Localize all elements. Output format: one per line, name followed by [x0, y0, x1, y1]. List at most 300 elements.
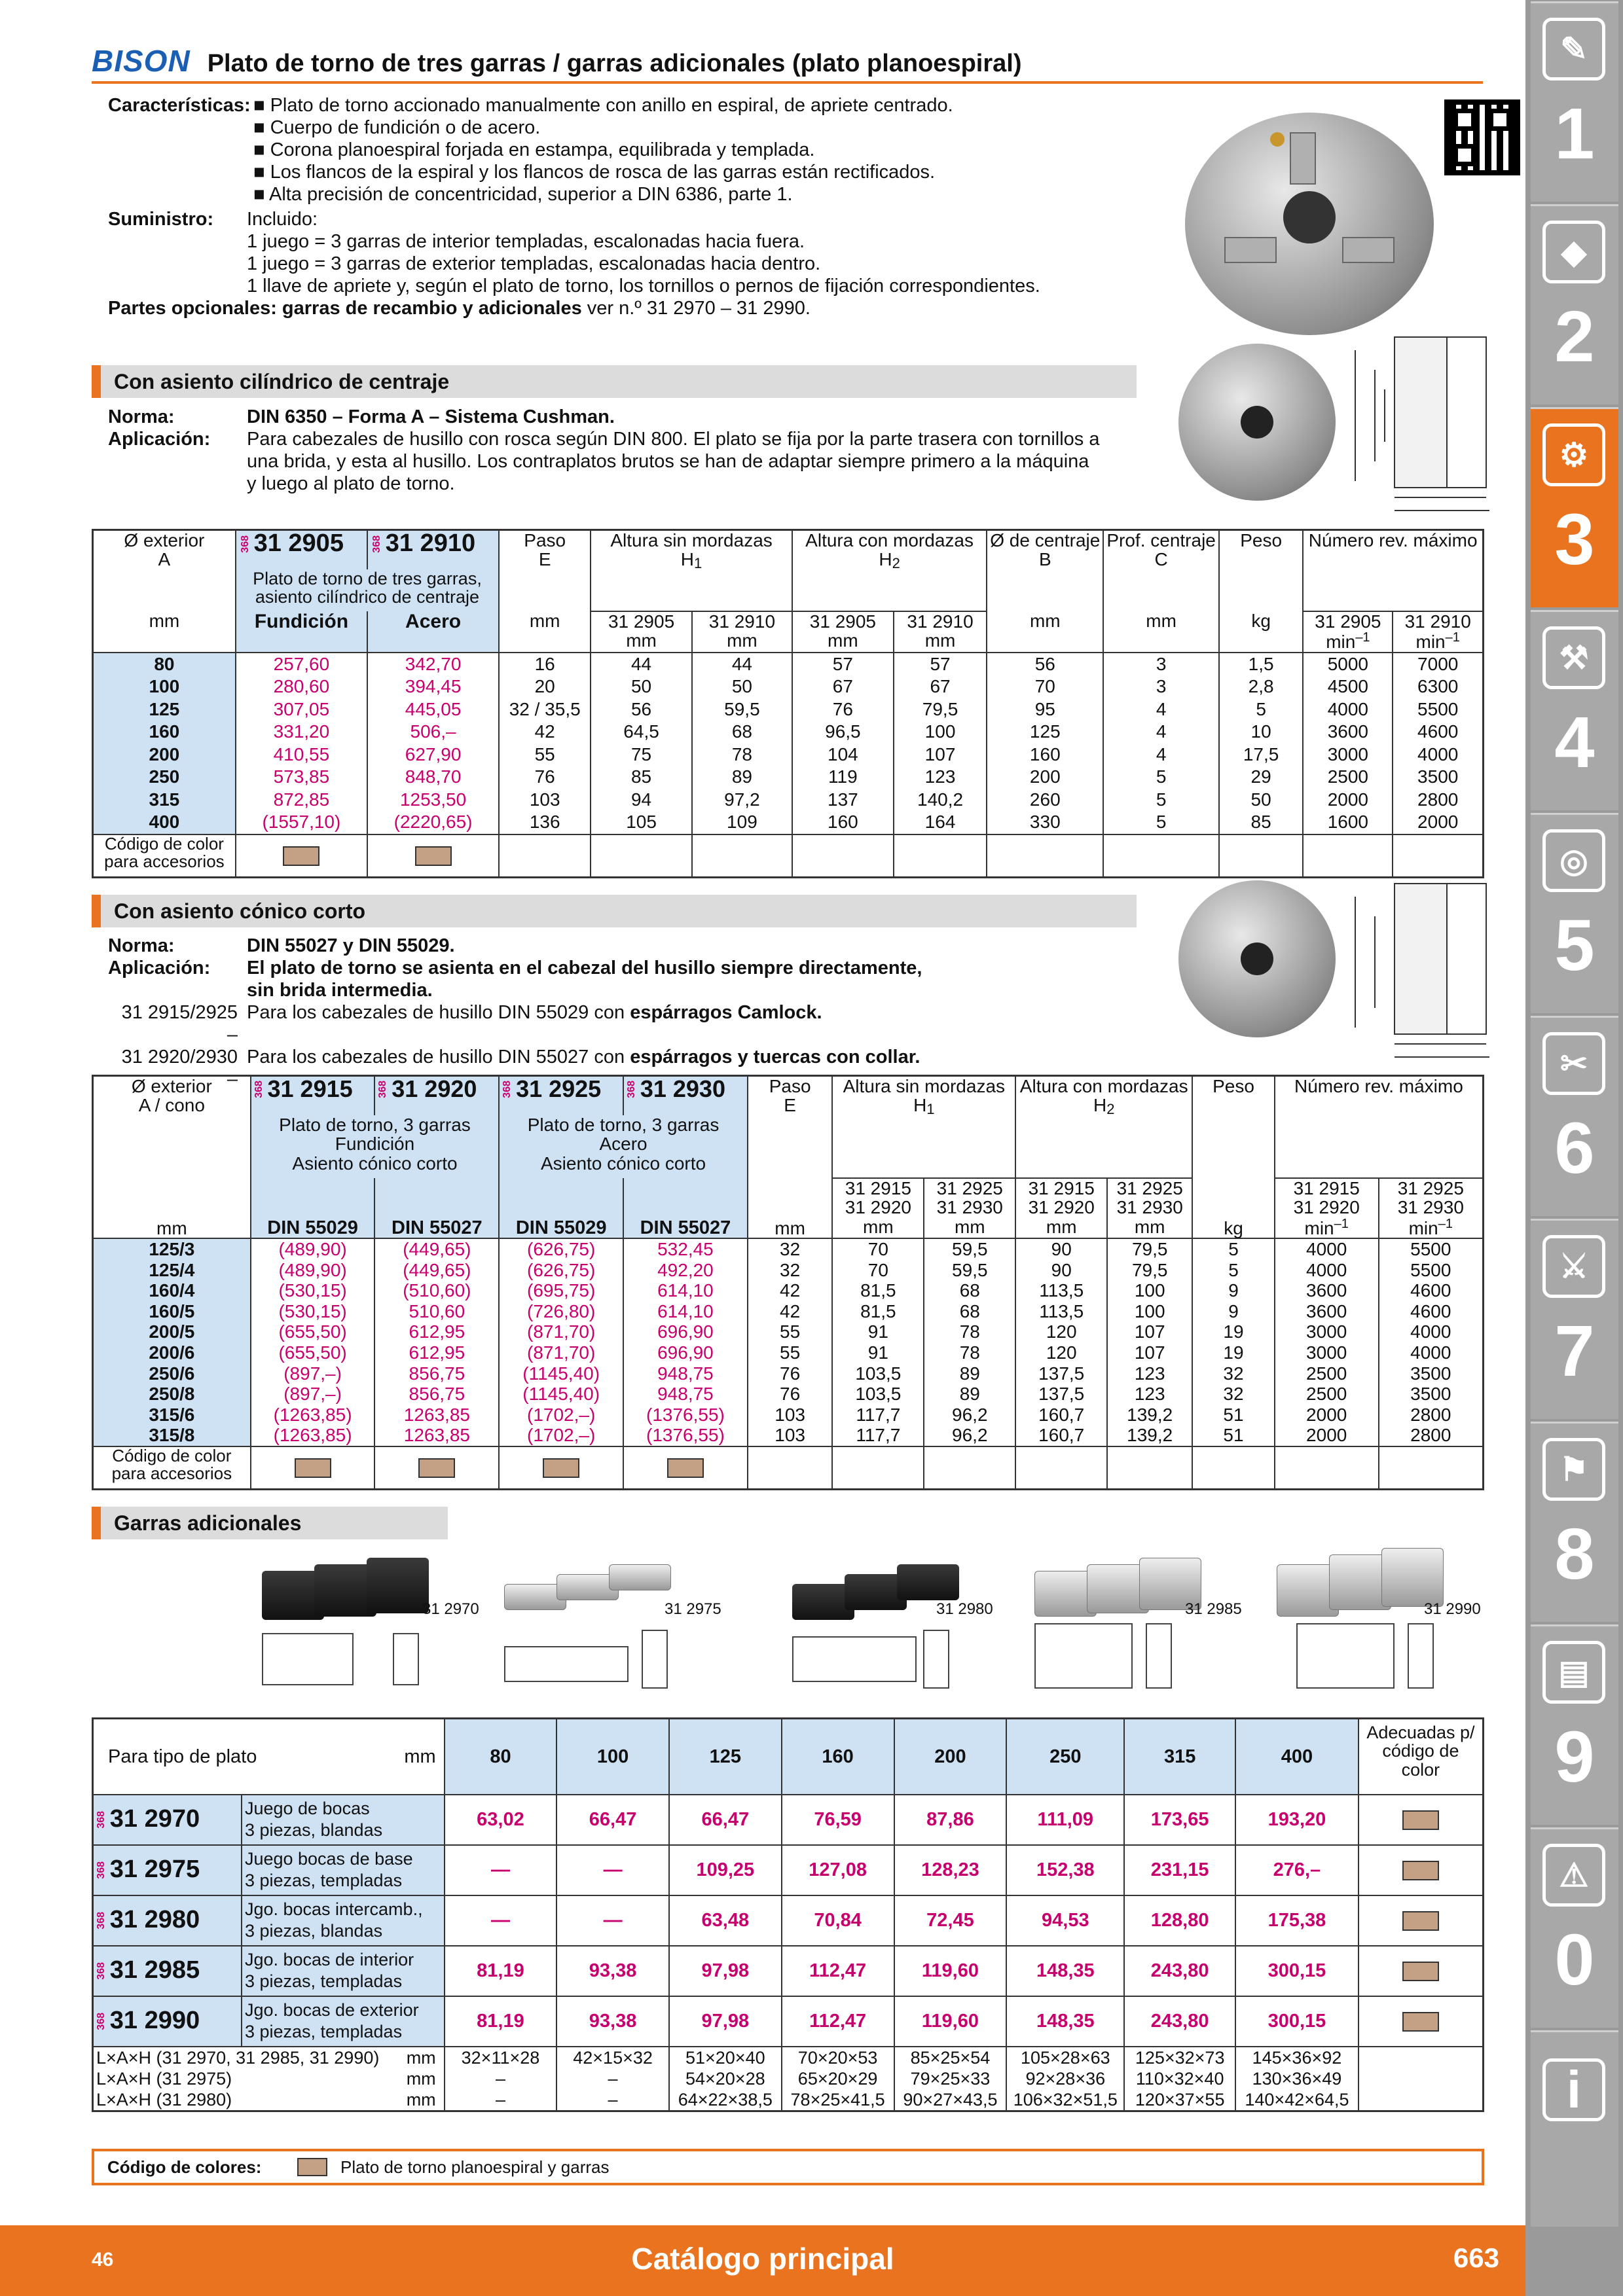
dims-row [93, 2089, 1484, 2111]
value-cell: 103 [499, 789, 591, 812]
price-cell: 97,98 [669, 1946, 782, 1996]
value-cell: 5500 [1379, 1238, 1484, 1260]
chapter-tab-5[interactable] [1531, 813, 1618, 1013]
price-cell: 243,80 [1124, 1946, 1235, 1996]
dims-row [93, 2068, 1484, 2089]
caracteristicas-label: Características: [108, 95, 251, 116]
value-cell: 94 [591, 789, 692, 812]
price-cell: 72,45 [894, 1895, 1007, 1946]
price-cell: 614,10 [623, 1301, 748, 1322]
value-cell: 59,5 [692, 698, 792, 721]
table-row [93, 1301, 1484, 1322]
col-header: Altura sin mordazas H1 [832, 1076, 1015, 1178]
value-cell: 137,5 [1015, 1384, 1107, 1405]
value-cell: 137 [792, 789, 894, 812]
price-cell: 696,90 [623, 1321, 748, 1342]
value-cell: 117,7 [832, 1425, 924, 1446]
table-row [93, 1895, 1484, 1946]
value-cell: 107 [894, 744, 987, 766]
caracteristicas-list [253, 94, 953, 206]
list-item: Incluido: [247, 209, 318, 230]
price-cell: 948,75 [623, 1384, 748, 1405]
price-cell: (530,15) [251, 1301, 375, 1322]
value-cell: 4600 [1393, 721, 1483, 744]
price-cell: 300,15 [1235, 1946, 1359, 1996]
value-cell: 107 [1107, 1342, 1192, 1363]
value-cell: 90 [1015, 1238, 1107, 1260]
code-header: 368 31 2905 [236, 530, 367, 569]
chuck-section-drawing [1349, 331, 1499, 517]
price-cell: 331,20 [236, 721, 367, 744]
col-header: Número rev. máximo [1303, 530, 1483, 611]
value-cell: 100 [1107, 1301, 1192, 1322]
value-cell: 3600 [1275, 1301, 1379, 1322]
chapter-number: 8 [1554, 1514, 1595, 1594]
code-cell: 368 31 2975 [93, 1845, 242, 1895]
color-swatch [1402, 1962, 1439, 1981]
list-item: 1 juego = 3 garras de exterior templadas, escalonadas hacia dentro. [247, 253, 821, 274]
table-row [93, 1342, 1484, 1363]
chapter-number: 1 [1554, 94, 1595, 174]
price-cell: 173,65 [1124, 1795, 1235, 1845]
price-cell: 175,38 [1235, 1895, 1359, 1946]
size-cell: 80 [93, 653, 236, 676]
price-cell: 81,19 [445, 1946, 557, 1996]
table-row [93, 1363, 1484, 1384]
size-cell: 125/4 [93, 1260, 251, 1281]
value-cell: 160 [792, 811, 894, 834]
list-item: ■ Los flancos de la espiral y los flancos de rosca de las garras están rectificados. [253, 162, 936, 183]
value-cell: 2500 [1275, 1363, 1379, 1384]
value-cell: 5000 [1303, 653, 1393, 676]
dims-cell: 105×28×63 [1006, 2047, 1124, 2068]
chapter-icon: ⚠ [1542, 1844, 1605, 1907]
chapter-tab-3[interactable] [1531, 407, 1618, 607]
table-body [93, 1795, 1484, 2047]
value-cell: 4600 [1379, 1280, 1484, 1301]
value-cell: 56 [987, 653, 1103, 676]
value-cell: 105 [591, 811, 692, 834]
info-icon: i [1542, 2058, 1605, 2121]
list-item: ■ Cuerpo de fundición o de acero. [253, 117, 541, 138]
table-body [93, 1238, 1484, 1446]
value-cell: 2000 [1275, 1405, 1379, 1426]
value-cell: 164 [894, 811, 987, 834]
chapter-tab-2[interactable] [1531, 204, 1618, 404]
value-cell: 91 [832, 1342, 924, 1363]
price-cell: 872,85 [236, 789, 367, 812]
value-cell: 3000 [1275, 1342, 1379, 1363]
value-cell: 90 [1015, 1260, 1107, 1281]
value-cell: 97,2 [692, 789, 792, 812]
chuck-front-image [1178, 344, 1336, 501]
value-cell: 119 [792, 766, 894, 789]
color-code-label: Código de color para accesorios [93, 834, 236, 878]
price-cell: (1145,40) [499, 1384, 623, 1405]
desc-cell: Juego bocas de base 3 piezas, templadas [242, 1845, 445, 1895]
dims-cell: 65×20×29 [782, 2068, 894, 2089]
value-cell: 3 [1103, 675, 1219, 698]
image-label: 31 2985 [1185, 1600, 1242, 1618]
price-cell: 94,53 [1006, 1895, 1124, 1946]
table-row [93, 766, 1484, 789]
desc-cell: Jgo. bocas de exterior 3 piezas, templadas [242, 1996, 445, 2047]
qr-code [1444, 99, 1520, 175]
value-cell: 1600 [1303, 811, 1393, 834]
price-cell: 119,60 [894, 1946, 1007, 1996]
price-cell: 127,08 [782, 1845, 894, 1895]
page-number-left: 46 [92, 2249, 114, 2270]
price-cell: 111,09 [1006, 1795, 1124, 1845]
dims-cell: 51×20×40 [669, 2047, 782, 2068]
value-cell: 5 [1219, 698, 1303, 721]
dims-body [93, 2047, 1484, 2111]
price-cell: 948,75 [623, 1363, 748, 1384]
value-cell: 103 [748, 1425, 833, 1446]
value-cell: 5500 [1379, 1260, 1484, 1281]
section-header-conico: Con asiento cónico corto [92, 895, 1137, 927]
legend-label: Código de colores: [107, 2157, 262, 2177]
dims-cell: 90×27×43,5 [894, 2089, 1007, 2111]
color-swatch [543, 1458, 579, 1478]
page-header [92, 39, 1483, 84]
dims-cell: 42×15×32 [556, 2047, 669, 2068]
value-cell: 113,5 [1015, 1280, 1107, 1301]
price-cell: (1376,55) [623, 1405, 748, 1426]
color-swatch [1402, 1861, 1439, 1880]
price-cell: (695,75) [499, 1280, 623, 1301]
size-cell: 125/3 [93, 1238, 251, 1260]
jaws-images [255, 1545, 1486, 1721]
value-cell: 160,7 [1015, 1405, 1107, 1426]
size-cell: 315/8 [93, 1425, 251, 1446]
chapter-icon: ✂ [1542, 1032, 1605, 1095]
fundicion-header: Fundición [236, 611, 367, 653]
dims-cell: 120×37×55 [1124, 2089, 1235, 2111]
desc-header: Plato de torno de tres garras, asiento cilíndrico de centraje [236, 569, 499, 611]
value-cell: 19 [1192, 1342, 1275, 1363]
chapter-icon: ◆ [1542, 221, 1605, 283]
chapter-tab-6[interactable] [1531, 1016, 1618, 1216]
price-cell: 148,35 [1006, 1946, 1124, 1996]
price-cell: 506,– [367, 721, 499, 744]
chapter-icon: ⚙ [1542, 423, 1605, 486]
value-cell: 95 [987, 698, 1103, 721]
value-cell: 6300 [1393, 675, 1483, 698]
price-cell: 66,47 [556, 1795, 669, 1845]
table-row [93, 1425, 1484, 1446]
value-cell: 117,7 [832, 1405, 924, 1426]
value-cell: 70 [987, 675, 1103, 698]
table-row [93, 1321, 1484, 1342]
code-header: 31 2930 [640, 1075, 725, 1102]
value-cell: 32 [1192, 1363, 1275, 1384]
value-cell: 2000 [1275, 1425, 1379, 1446]
table-row [93, 1280, 1484, 1301]
size-header: 315 [1124, 1719, 1235, 1795]
value-cell: 4500 [1303, 675, 1393, 698]
price-cell: 573,85 [236, 766, 367, 789]
value-cell: 4000 [1275, 1238, 1379, 1260]
value-cell: 81,5 [832, 1280, 924, 1301]
dims-row [93, 2047, 1484, 2068]
price-cell: — [445, 1845, 557, 1895]
dims-cell: – [445, 2089, 557, 2111]
chapter-number: 0 [1554, 1920, 1595, 2000]
table-garras [92, 1717, 1484, 2112]
price-cell: 152,38 [1006, 1845, 1124, 1895]
value-cell: 4000 [1275, 1260, 1379, 1281]
value-cell: 7000 [1393, 653, 1483, 676]
value-cell: 32 [1192, 1384, 1275, 1405]
code-cell: 368 31 2985 [93, 1946, 242, 1996]
value-cell: 68 [924, 1301, 1015, 1322]
chapter-tab-4[interactable] [1531, 610, 1618, 810]
value-cell: 17,5 [1219, 744, 1303, 766]
price-cell: (1263,85) [251, 1405, 375, 1426]
value-cell: 89 [692, 766, 792, 789]
value-cell: 3000 [1303, 744, 1393, 766]
table-row [93, 653, 1484, 676]
price-cell: 63,02 [445, 1795, 557, 1845]
price-cell: (1702,–) [499, 1405, 623, 1426]
price-cell: 445,05 [367, 698, 499, 721]
size-cell: 100 [93, 675, 236, 698]
value-cell: 10 [1219, 721, 1303, 744]
value-cell: 55 [748, 1321, 833, 1342]
price-cell: (871,70) [499, 1321, 623, 1342]
desc-cell: Jgo. bocas de interior 3 piezas, templadas [242, 1946, 445, 1996]
table-row [93, 1384, 1484, 1405]
dims-cell: 85×25×54 [894, 2047, 1007, 2068]
chapter-tab-9[interactable] [1531, 1624, 1618, 1825]
norma-text: DIN 6350 – Forma A – Sistema Cushman. [247, 406, 615, 427]
value-cell: 64,5 [591, 721, 692, 744]
size-cell: 200 [93, 744, 236, 766]
value-cell: 103,5 [832, 1363, 924, 1384]
value-cell: 100 [1107, 1280, 1192, 1301]
value-cell: 103,5 [832, 1384, 924, 1405]
value-cell: 85 [591, 766, 692, 789]
desc-header: Plato de torno, 3 garras Fundición Asiento cónico corto [251, 1115, 500, 1178]
aplicacion-label: Aplicación: [108, 958, 211, 978]
price-cell: 148,35 [1006, 1996, 1124, 2047]
price-cell: — [556, 1895, 669, 1946]
price-cell: 70,84 [782, 1895, 894, 1946]
table-row [93, 744, 1484, 766]
dims-cell: 140×42×64,5 [1235, 2089, 1359, 2111]
chapter-number: 5 [1554, 905, 1595, 986]
color-swatch [283, 846, 319, 866]
opcionales-label: Partes opcionales: garras de recambio y adicionales [108, 298, 582, 319]
price-cell: (897,–) [251, 1384, 375, 1405]
price-cell: 63,48 [669, 1895, 782, 1946]
price-cell: 119,60 [894, 1996, 1007, 2047]
value-cell: 76 [499, 766, 591, 789]
dims-cell: 32×11×28 [445, 2047, 557, 2068]
value-cell: 96,5 [792, 721, 894, 744]
price-cell: (530,15) [251, 1280, 375, 1301]
value-cell: 50 [591, 675, 692, 698]
image-label: 31 2970 [422, 1600, 479, 1618]
price-cell: 93,38 [556, 1946, 669, 1996]
dims-cell: 70×20×53 [782, 2047, 894, 2068]
code-cell: 368 31 2970 [93, 1795, 242, 1845]
dims-cell: – [445, 2068, 557, 2089]
value-cell: 76 [748, 1384, 833, 1405]
aplicacion-label: Aplicación: [108, 429, 211, 450]
price-cell: (449,65) [374, 1238, 499, 1260]
price-cell: 510,60 [374, 1301, 499, 1322]
price-cell: 93,38 [556, 1996, 669, 2047]
price-cell: (1376,55) [623, 1425, 748, 1446]
value-cell: 2800 [1393, 789, 1483, 812]
col-header: Prof. centraje C [1103, 530, 1219, 611]
value-cell: 139,2 [1107, 1405, 1192, 1426]
value-cell: 100 [894, 721, 987, 744]
value-cell: 76 [748, 1363, 833, 1384]
value-cell: 4000 [1379, 1342, 1484, 1363]
price-cell: 280,60 [236, 675, 367, 698]
chapter-icon: ⚑ [1542, 1438, 1605, 1501]
value-cell: 2000 [1393, 811, 1483, 834]
value-cell: 120 [1015, 1342, 1107, 1363]
price-cell: 112,47 [782, 1996, 894, 2047]
table-row [93, 1795, 1484, 1845]
value-cell: 32 [748, 1260, 833, 1281]
value-cell: 79,5 [894, 698, 987, 721]
footer [0, 2225, 1525, 2296]
price-cell: 614,10 [623, 1280, 748, 1301]
value-cell: 42 [748, 1280, 833, 1301]
price-cell: (1145,40) [499, 1363, 623, 1384]
footer-title: Catálogo principal [631, 2242, 894, 2276]
size-header: 200 [894, 1719, 1007, 1795]
color-swatch [667, 1458, 704, 1478]
value-cell: 89 [924, 1384, 1015, 1405]
price-cell: (871,70) [499, 1342, 623, 1363]
value-cell: 59,5 [924, 1238, 1015, 1260]
col-header: Altura con mordazas H2 [1015, 1076, 1192, 1178]
chapter-icon: ✎ [1542, 18, 1605, 81]
code-ref: 31 2920/2930 – [121, 1047, 238, 1090]
value-cell: 78 [924, 1342, 1015, 1363]
price-cell: 1253,50 [367, 789, 499, 812]
value-cell: 5 [1103, 766, 1219, 789]
price-cell: (449,65) [374, 1260, 499, 1281]
table-row [93, 675, 1484, 698]
list-item: 1 llave de apriete y, según el plato de torno, los tornillos o pernos de fijación correspondientes. [247, 276, 1040, 296]
page-title: Plato de torno de tres garras / garras adicionales (plato planoespiral) [207, 50, 1022, 77]
value-cell: 200 [987, 766, 1103, 789]
price-cell: 109,25 [669, 1845, 782, 1895]
chapter-icon: ⚔ [1542, 1235, 1605, 1298]
color-swatch [1402, 2012, 1439, 2032]
value-cell: 70 [832, 1238, 924, 1260]
dims-label: L×A×H (31 2975) mm [93, 2068, 445, 2089]
price-cell: 66,47 [669, 1795, 782, 1845]
code-ref: 31 2915/2925 – [121, 1002, 238, 1045]
price-cell: 394,45 [367, 675, 499, 698]
value-cell: 3500 [1379, 1384, 1484, 1405]
value-cell: 3000 [1275, 1321, 1379, 1342]
aplicacion-text: El plato de torno se asienta en el cabezal del husillo siempre directamente, sin brida intermedia. [247, 958, 922, 1001]
value-cell: 123 [1107, 1363, 1192, 1384]
color-swatch [415, 846, 452, 866]
value-cell: 113,5 [1015, 1301, 1107, 1322]
chapter-tab-8[interactable] [1531, 1422, 1618, 1622]
tipo-header: Para tipo de plato mm [93, 1719, 445, 1795]
col-header: Ø de centraje B [987, 530, 1103, 611]
chuck-front-image [1178, 880, 1336, 1037]
chapter-tab-0[interactable] [1531, 1827, 1618, 2028]
chapter-number: 9 [1554, 1717, 1595, 1797]
catalog-page: BISON Plato de torno de tres garras / garras adicionales (plato planoespiral) Características: ■ Plato de torno accionado manualmente con anillo en espiral, de apriete centrado. ■ Cuerpo de fundición o de acero. ■ Corona planoespiral forjada en estampa, equilibrada y templada. ■ Los flancos de la espiral y los flancos de rosca de las garras están rectificados. ■ Alta precisión de concentricidad, superior a DIN 6386, parte 1. Suministro: Incluido: 1 juego = 3 garras de interior templadas, escalonadas hacia fuera. 1 juego = 3 garras de exterior templadas, escalonadas hacia dentro. 1 llave de apriete y, según el plato de torno, los tornillos o pernos de fijación correspondientes. Partes opcionales: garras de recambio y adicionales ver n.º 31 2970 – 31 2990. Con asiento cilíndrico de centraje Norma: DIN 6350 – Forma A – Sistema Cushman. Aplicación: Para cabezales de husillo con rosca según DIN 800. El plato se fija por la parte trasera con tornillos a una brida, y esta al husillo. Los contraplatos brutos se han de adaptar siempre primero a la máquina y luego al plato de torno. Ø exterior A 368 31 2905 368 31 2910 Paso E Altura sin mordazas H1 Altura con mordazas H2 Ø de centraje B Prof. centraje C Peso Número rev. máximo Plato de torno de tres garras, asiento cilíndrico de centraje mm Fundición Acero mm 31 2905 mm 31 2910 mm 31 2905 mm 31 2910 mm mm mm kg 31 2905 $\min^{-1}$ 31 2910 $\min^{-1}$ 80 257,60 342,70 16 44 44 57 57 56 3 1,5 5000 7000 100 280,60 394,45 20 50 50 67 67 70 3 2,8 4500 6300 125 307,05 445,05 32 / 35,5 56 59,5 76 79,5 95 4 5 4000 5500 160 331,20 506,– 42 64,5 68 96,5 100 125 4 10 3600 4600 200 410,55 627,90 55 75 78 104 107 160 4 17,5 3000 4000 250 573,85 848,70 76 85 89 119 123 200 5 29 2500 3500 315 872,85 1253,50 103 94 97,2 137 140,2 260 5 50 2000 2800 400 (1557,10) (2220,65) 136 105 109 160 164 330 5 85 1600 2000 Código de color para accesorios Con asiento cónico corto Norma: DIN 55027 y DIN 55029. Aplicación: El plato de torno se asienta en el cabezal del husillo siempre directamente, sin brida intermedia. 31 2915/2925 – Para los cabezales de husillo DIN 55029 con espárragos Camlock. 31 2920/2930 – Para los cabezales de husillo DIN 55027 con espárragos y tuercas con collar. Ø exterior A / cono 368 31 2915 368 31 2920 368 31 2925 368 31 2930 Paso E Altura sin mordazas H1 Altura con mordazas H2 Peso Número rev. máximo Plato de torno, 3 garras Fundición Asiento cónico corto Plato de torno, 3 garras Acero Asiento cónico corto mm DIN 55029 DIN 55027 DIN 55029 DIN 55027 mm 31 2915 31 2920 mm 31 2925 31 2930 mm 31 2915 31 2920 mm 31 2925 31 2930 mm kg 31 2915 31 2920 $\min^{-1}$ 31 2925 31 2930 $\min^{-1}$ 125/3 (489,90) (449,65) (626,75) 532,45 32 70 59,5 90 79,5 5 4000 5500 125/4 (489,90) (449,65) (626,75) 492,20 32 70 59,5 90 79,5 5 4000 5500 160/4 (530,15) (510,60) (695,75) 614,10 42 81,5 68 113,5 100 9 3600 4600 160/5 (530,15) 510,60 (726,80) 614,10 42 81,5 68 113,5 100 9 3600 4600 200/5 (655,50) 612,95 (871,70) 696,90 55 91 78 120 107 19 3000 4000 200/6 (655,50) 612,95 (871,70) 696,90 55 91 78 120 107 19 3000 4000 250/6 (897,–) 856,75 (1145,40) 948,75 76 103,5 89 137,5 123 32 2500 3500 250/8 (897,–) 856,75 (1145,40) 948,75 76 103,5 89 137,5 123 32 2500 3500 315/6 (1263,85) 1263,85 (1702,–) (1376,55) 103 117,7 96,2 160,7 139,2 51 2000 2800 315/8 (1263,85) 1263,85 (1702,–) (1376,55) 103 117,7 96,2 160,7 139,2 51 2000 2800 Código de color para accesorios Garras adicionales 31 2970 31 2975 31 2980 31 2985 31 2990 Para tipo de plato mm 80 100 125 160 200 250 315 400 Adecuadas p/ código de color 368 31 2970 Juego de bocas 3 piezas, blandas 63,02 66,47 66,47 76,59 87,86 111,09 173,65 193,20 368 31 2975 Juego bocas de base 3 piezas, templadas — — 109,25 127,08 128,23 152,38 231,15 276,– 368 31 2980 Jgo. bocas intercamb., 3 piezas, blandas — — 63,48 70,84 72,45 94,53 128,80 175,38 368 31 2985 Jgo. bocas de interior 3 piezas, templadas 81,19 93,38 97,98 112,47 119,60 148,35 243,80 300,15 368 31 2990 Jgo. bocas de exterior 3 piezas, templadas 81,19 93,38 97,98 112,47 119,60 148,35 243,80 300,15 L×A×H (31 2970, 31 2985, 31 2990) mm 32×11×28 42×15×32 51×20×40 70×20×53 85×25×54 105×28×63 125×32×73 145×36×92 L×A×H (31 2975) mm – – 54×20×28 65×20×29 79×25×33 92×28×36 110×32×40 130×36×49 L×A×H (31 2980) mm – – 64×22×38,5 78×25×41,5 90×27×43,5 106×32×51,5 120×37×55 140×42×64,5 Código de colores: Plato de torno planoespiral y garras 46 Catálogo principal 663 ✎ 1 ◆ 2 ⚙ 3 ⚒ 4 ◎ 5 ✂ 6 ⚔ 7 ⚑ 8 ▤ 9 ⚠ 0 i [0, 0, 1623, 2296]
desc-header: Plato de torno, 3 garras Acero Asiento cónico corto [499, 1115, 748, 1178]
chapter-tab-i[interactable] [1531, 2030, 1618, 2227]
col-header: Altura sin mordazas H1 [591, 530, 792, 611]
dims-cell: 130×36×49 [1235, 2068, 1359, 2089]
price-cell: 193,20 [1235, 1795, 1359, 1845]
price-cell: 128,23 [894, 1845, 1007, 1895]
dims-cell: – [556, 2068, 669, 2089]
value-cell: 109 [692, 811, 792, 834]
dims-cell: 78×25×41,5 [782, 2089, 894, 2111]
size-cell: 315/6 [93, 1405, 251, 1426]
value-cell: 3600 [1303, 721, 1393, 744]
code-header: 368 31 2910 [367, 530, 499, 569]
value-cell: 4 [1103, 721, 1219, 744]
value-cell: 59,5 [924, 1260, 1015, 1281]
color-swatch [297, 2158, 327, 2176]
size-cell: 400 [93, 811, 236, 834]
col-header: Paso E [499, 530, 591, 611]
list-item: ■ Alta precisión de concentricidad, superior a DIN 6386, parte 1. [253, 184, 793, 205]
value-cell: 96,2 [924, 1405, 1015, 1426]
value-cell: 78 [924, 1321, 1015, 1342]
desc-cell: Jgo. bocas intercamb., 3 piezas, blandas [242, 1895, 445, 1946]
price-cell: (626,75) [499, 1260, 623, 1281]
value-cell: 120 [1015, 1321, 1107, 1342]
value-cell: 4600 [1379, 1301, 1484, 1322]
table-row [93, 789, 1484, 812]
value-cell: 5500 [1393, 698, 1483, 721]
price-cell: 696,90 [623, 1342, 748, 1363]
value-cell: 107 [1107, 1321, 1192, 1342]
col-header: Ø exterior A / cono [93, 1076, 251, 1115]
value-cell: 19 [1192, 1321, 1275, 1342]
chapter-tab-1[interactable] [1531, 1, 1618, 202]
value-cell: 56 [591, 698, 692, 721]
price-cell: (726,80) [499, 1301, 623, 1322]
dims-label: L×A×H (31 2970, 31 2985, 31 2990) mm [93, 2047, 445, 2068]
acero-header: Acero [367, 611, 499, 653]
value-cell: 51 [1192, 1425, 1275, 1446]
value-cell: 42 [748, 1301, 833, 1322]
col-header: Número rev. máximo [1275, 1076, 1484, 1178]
chapter-tab-7[interactable] [1531, 1219, 1618, 1419]
adecuadas-header: Adecuadas p/ código de color [1359, 1719, 1484, 1795]
table-row [93, 698, 1484, 721]
size-cell: 250/6 [93, 1363, 251, 1384]
norma-label: Norma: [108, 935, 175, 956]
value-cell: 91 [832, 1321, 924, 1342]
value-cell: 32 / 35,5 [499, 698, 591, 721]
image-label: 31 2990 [1424, 1600, 1481, 1618]
value-cell: 29 [1219, 766, 1303, 789]
value-cell: 78 [692, 744, 792, 766]
color-swatch [1402, 1810, 1439, 1830]
